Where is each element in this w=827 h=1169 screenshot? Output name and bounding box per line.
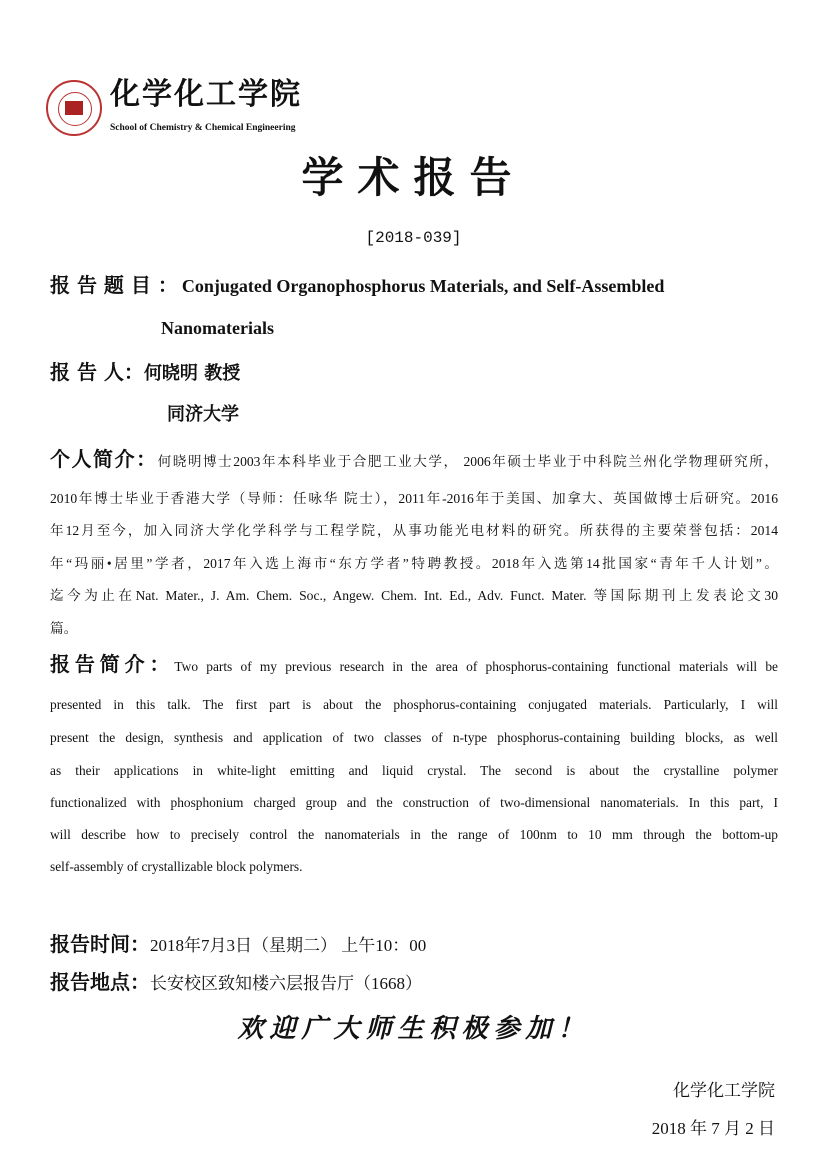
abstract-text: self-assembly of crystallizable block polymers. [50,859,303,874]
bio-text: 年12月至今，加入同济大学化学科学与工程学院，从事功能光电材料的研究。所获得的主要荣誉包括：2014 [50,523,778,538]
bio-label: 个人简介： [50,447,158,471]
bio-line [50,551,778,577]
abstract-line [50,854,778,880]
abstract-line [50,652,778,680]
speaker-name: 何晓明 教授 [143,363,241,384]
signature-org: 化学化工学院 [673,1081,775,1100]
bio-line [50,518,778,544]
abstract-text: as their applications in white-light emitting and liquid crystal. The second is about the crystalline polymer [50,763,778,778]
time-value: 2018年7月3日（星期二） 上午10：00 [150,936,427,955]
bio-text: 篇。 [50,621,78,636]
speaker-label: 报 告 人： [50,360,144,384]
abstract-line [50,725,778,751]
bio-line [50,616,778,642]
abstract-line [50,692,778,718]
time-label: 报告时间： [50,932,150,956]
bio-text: 何晓明博士2003年本科毕业于合肥工业大学， 2006年硕士毕业于中科院兰州化学物理研究所， [157,454,779,469]
school-logo [46,76,306,140]
welcome-message: 欢迎广大师生积极参加！ [237,1014,590,1044]
location-value: 长安校区致知楼六层报告厅（1668） [150,974,422,993]
bio-line [50,447,778,475]
abstract-line [50,790,778,816]
abstract-line [50,822,778,848]
abstract-text: presented in this talk. The first part is about the phosphorus-containing conjugated materials. Particularly, I will [50,697,778,712]
bio-text: 年“玛丽•居里”学者，2017年入选上海市“东方学者”特聘教授。2018年入选第14批国家“青年千人计划”。 [50,556,778,571]
abstract-text: present the design, synthesis and application of two classes of n-type phosphorus-containing building blocks, as well [50,730,778,745]
time-row [50,932,426,960]
location-label: 报告地点： [50,970,150,994]
abstract-text: will describe how to precisely control the nanomaterials in the range of 100nm to 10 mm through the bottom-up [50,827,778,842]
abstract-text: functionalized with phosphonium charged group and the construction of two-dimensional nanomaterials. In this part, I [50,795,778,810]
topic-text: Conjugated Organophosphorus Materials, and Self-Assembled [181,276,665,296]
topic-label: 报 告 题 目 ： [50,273,178,297]
signature-date: 2018 年 7 月 2 日 [651,1119,775,1138]
bio-text: 2010年博士毕业于香港大学（导师：任咏华 院士），2011年-2016年于美国、加拿大、英国做博士后研究。2016 [50,491,778,506]
speaker-row [50,360,240,388]
report-number: [2018-039] [365,229,462,247]
bio-text: 迄今为止在Nat. Mater., J. Am. Chem. Soc., Angew. Chem. Int. Ed., Adv. Funct. Mater. 等国际期刊上发表论文30 [50,588,778,603]
location-row [50,970,422,998]
logo-english-name: School of Chemistry & Chemical Engineering [110,123,296,133]
topic-text-continued: Nanomaterials [161,318,274,338]
abstract-text: Two parts of my previous research in the area of phosphorus-containing functional materials will be [174,659,778,674]
page-title: 学术报告 [301,153,526,202]
bio-line [50,583,778,609]
topic-line-1 [50,273,778,301]
speaker-affiliation: 同济大学 [167,404,239,425]
abstract-line [50,758,778,784]
logo-chinese-name: 化学化工学院 [110,77,302,112]
bio-line [50,486,778,512]
school-seal-icon [46,80,102,136]
abstract-label: 报告简介： [50,652,175,676]
